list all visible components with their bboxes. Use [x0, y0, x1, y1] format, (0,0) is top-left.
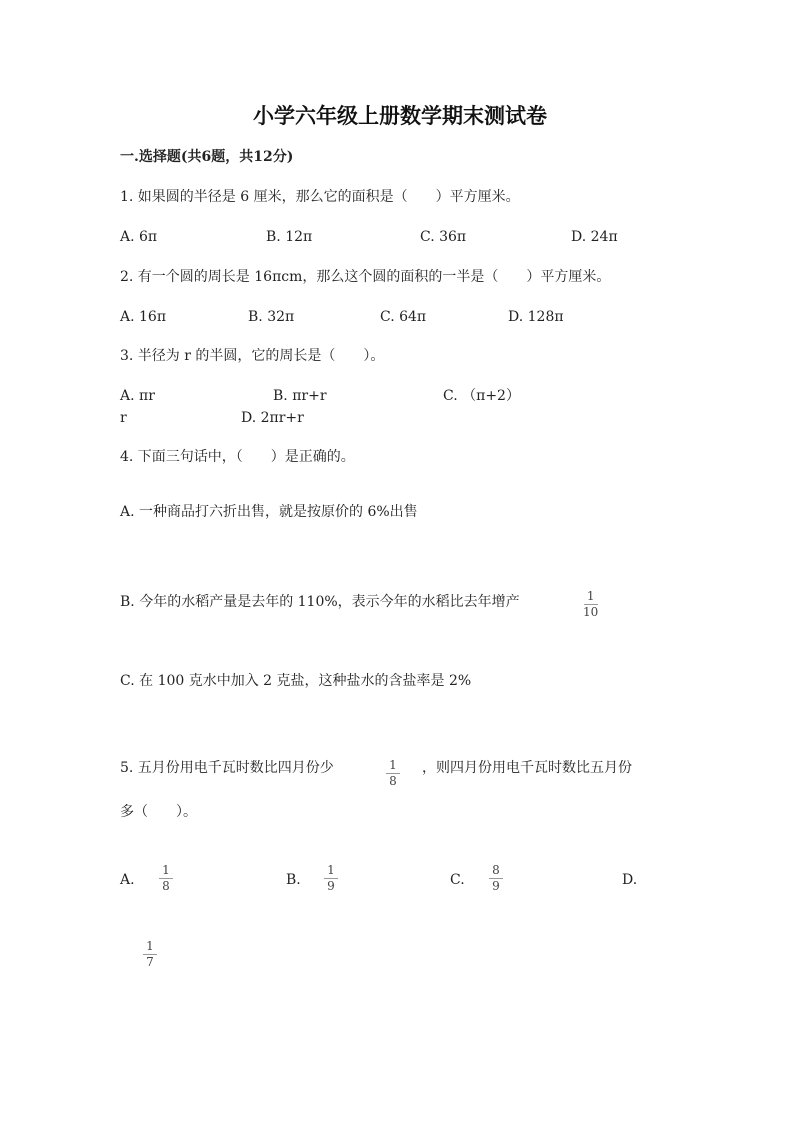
denominator: 9: [492, 879, 500, 893]
question-2: 2. 有一个圆的周长是 16πcm，那么这个圆的面积的一半是（ ）平方厘米。: [120, 269, 611, 285]
question-5-part-c: 多（ ）。: [120, 804, 197, 820]
denominator: 10: [583, 605, 599, 619]
numerator: 1: [327, 863, 335, 877]
numerator: 1: [162, 863, 170, 877]
q4-b-fraction: [583, 590, 598, 619]
q5-option-c: C.: [450, 872, 465, 888]
q2-option-a: A. 16π: [120, 309, 167, 325]
q5-option-a-fraction: [159, 864, 173, 893]
page-title: 小学六年级上册数学期末测试卷: [253, 103, 547, 128]
q5-option-b: B.: [286, 872, 301, 888]
q5-option-d-fraction: [143, 940, 157, 969]
numerator: 8: [492, 863, 500, 877]
q1-option-b: B. 12π: [266, 229, 313, 245]
q4-option-c: C. 在 100 克水中加入 2 克盐，这种盐水的含盐率是 2%: [120, 673, 472, 689]
denominator: 9: [327, 879, 335, 893]
q1-option-c: C. 36π: [420, 229, 467, 245]
q1-option-d: D. 24π: [571, 229, 618, 245]
question-4: 4. 下面三句话中，（ ）是正确的。: [120, 449, 355, 465]
numerator: 1: [389, 758, 397, 772]
q4-option-a: A. 一种商品打六折出售，就是按原价的 6%出售: [120, 504, 418, 520]
q3-option-a: A. πr: [120, 388, 155, 404]
question-1: 1. 如果圆的半径是 6 厘米，那么它的面积是（ ）平方厘米。: [120, 189, 520, 205]
q3-option-b: B. πr+r: [273, 388, 327, 404]
denominator: 8: [389, 774, 397, 788]
section-heading: 一.选择题(共6题，共12分): [120, 149, 294, 165]
q5-option-d: D.: [622, 872, 638, 888]
q3-option-c-cont: r: [120, 410, 127, 426]
q5-stem-fraction: [386, 759, 400, 788]
q3-option-d: D. 2πr+r: [241, 410, 304, 426]
denominator: 7: [146, 955, 154, 969]
q3-option-c: C. （π+2）: [443, 388, 520, 404]
numerator: 1: [586, 589, 595, 603]
q1-option-a: A. 6π: [120, 229, 158, 245]
q5-option-c-fraction: [489, 864, 503, 893]
q5-option-b-fraction: [324, 864, 338, 893]
q2-option-b: B. 32π: [248, 309, 295, 325]
q4-option-b: B. 今年的水稻产量是去年的 110%，表示今年的水稻比去年增产: [120, 594, 520, 610]
numerator: 1: [146, 939, 154, 953]
question-5-part-b: ，则四月份用电千瓦时数比五月份: [422, 760, 632, 776]
q2-option-c: C. 64π: [380, 309, 427, 325]
question-3: 3. 半径为 r 的半圆，它的周长是（ ）。: [120, 348, 385, 364]
q2-option-d: D. 128π: [508, 309, 564, 325]
question-5-part-a: 5. 五月份用电千瓦时数比四月份少: [120, 760, 334, 776]
q5-option-a: A.: [120, 872, 135, 888]
denominator: 8: [162, 879, 170, 893]
